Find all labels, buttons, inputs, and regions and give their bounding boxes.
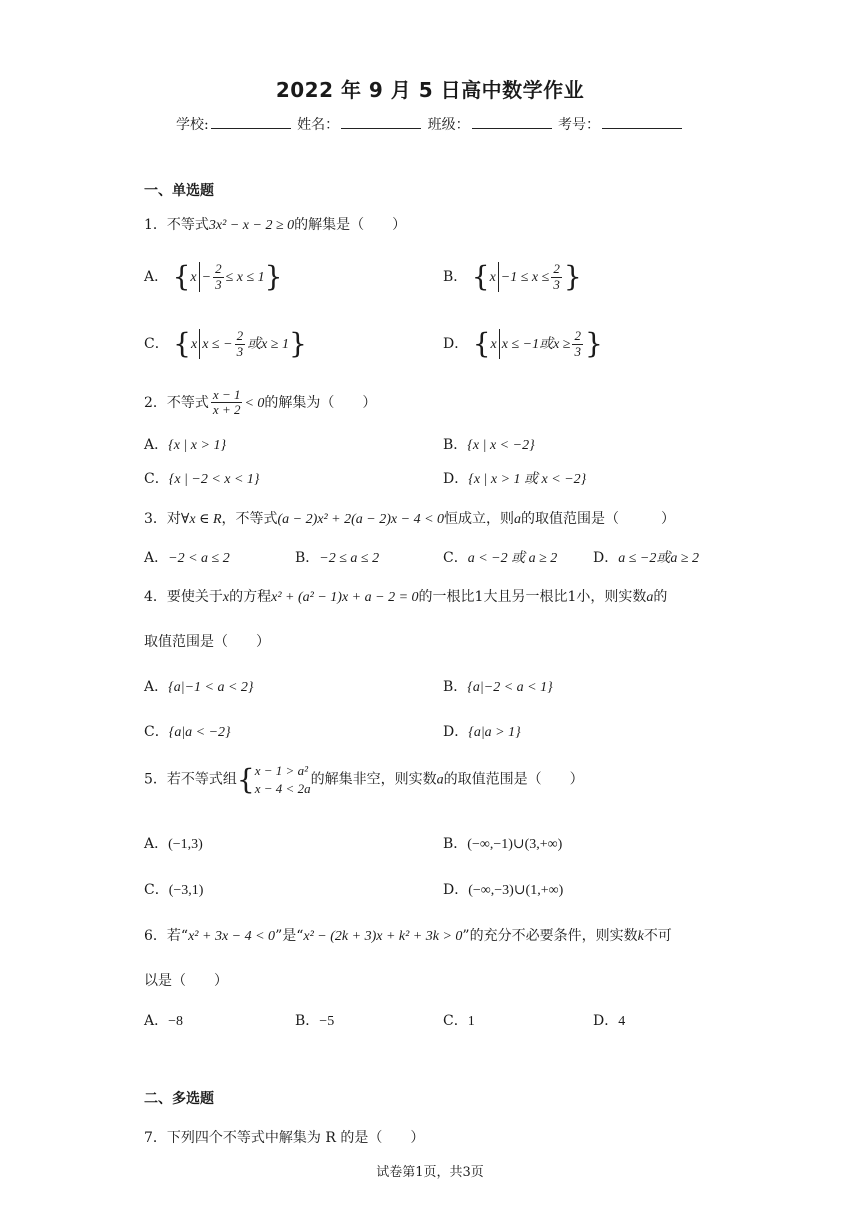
question-1-option-b[interactable]: B． {x −1 ≤ x ≤ $\frac{2}{3}$ } [443, 260, 582, 293]
school-field[interactable] [211, 116, 291, 129]
question-3-option-d[interactable]: D．a ≤ −2或a ≥ 2 [593, 550, 700, 566]
question-2-option-b[interactable]: B．{x | x < −2} [443, 437, 535, 453]
class-field[interactable] [472, 116, 552, 129]
question-2-option-d[interactable]: D．{x | x > 1 或 x < −2} [443, 471, 587, 487]
question-2-option-a[interactable]: A．{x | x > 1} [144, 437, 227, 453]
student-info-line [0, 114, 860, 134]
question-5-option-c[interactable]: C．(−3,1) [144, 882, 204, 898]
question-4-option-c[interactable]: C．{a|a < −2} [144, 724, 231, 740]
question-4: 4．要使关于x的方程x² + (a² − 1)x + a − 2 = 0的一根比1大且另一根比1小，则实数a的 [144, 589, 668, 605]
question-1-option-a[interactable]: A． {x − $\frac{2}{3}$ ≤ x ≤ 1} [144, 260, 283, 293]
question-6-continued: 以是（ ） [144, 973, 228, 989]
page-footer: 试卷第1页，共3页 [376, 1165, 484, 1180]
question-4-option-d[interactable]: D．{a|a > 1} [443, 724, 521, 740]
section-heading-single-choice: 一、单选题 [144, 183, 214, 199]
question-5-option-b[interactable]: B．(−∞,−1)∪(3,+∞) [443, 836, 563, 852]
question-4-continued: 取值范围是（ ） [144, 634, 270, 650]
page-title: 2022 年 9 月 5 日高中数学作业 [275, 78, 585, 102]
name-label: 姓名： [297, 117, 340, 133]
question-3: 3．对∀x ∈ R，不等式(a − 2)x² + 2(a − 2)x − 4 < 0恒成立，则a的取值范围是（ ） [144, 511, 676, 527]
question-2: 2．不等式 $\frac{x - 1}{x + 2}$ < 0的解集为（ ） [144, 387, 377, 418]
question-4-option-a[interactable]: A．{a|−1 < a < 2} [144, 679, 254, 695]
question-1-option-c[interactable]: C． {x x ≤ − $\frac{2}{3}$ 或x ≥ 1} [144, 327, 307, 360]
question-4-option-b[interactable]: B．{a|−2 < a < 1} [443, 679, 553, 695]
question-6-option-a[interactable]: A．−8 [144, 1013, 184, 1029]
name-field[interactable] [341, 116, 421, 129]
question-1-option-d[interactable]: D． {x x ≤ −1或x ≥ $\frac{2}{3}$ } [443, 327, 603, 360]
school-label: 学校: [175, 117, 209, 133]
question-3-option-b[interactable]: B．−2 ≤ a ≤ 2 [295, 550, 380, 566]
exam-number-label: 考号： [558, 117, 601, 133]
section-heading-multiple-choice: 二、多选题 [144, 1091, 214, 1107]
question-2-option-c[interactable]: C．{x | −2 < x < 1} [144, 471, 260, 487]
question-5-option-d[interactable]: D．(−∞,−3)∪(1,+∞) [443, 882, 564, 898]
question-5-option-a[interactable]: A．(−1,3) [144, 836, 203, 852]
exam-number-field[interactable] [602, 116, 682, 129]
question-6: 6．若“x² + 3x − 4 < 0”是“x² − (2k + 3)x + k² + 3k > 0”的充分不必要条件，则实数k不可 [144, 928, 672, 944]
question-5: 5．若不等式组{ x − 1 > a² x − 4 < 2a 的解集非空，则实数a的取值范围是（ ） [144, 762, 584, 796]
question-1: 1．不等式3x² − x − 2 ≥ 0的解集是（ ） [144, 217, 407, 233]
question-6-option-d[interactable]: D．4 [593, 1013, 626, 1029]
question-6-option-b[interactable]: B．−5 [295, 1013, 335, 1029]
question-3-option-c[interactable]: C．a < −2 或 a ≥ 2 [443, 550, 558, 566]
class-label: 班级： [427, 117, 470, 133]
question-3-option-a[interactable]: A．−2 < a ≤ 2 [144, 550, 230, 566]
question-7: 7．下列四个不等式中解集为 R 的是（ ） [144, 1130, 425, 1146]
question-6-option-c[interactable]: C．1 [443, 1013, 475, 1029]
